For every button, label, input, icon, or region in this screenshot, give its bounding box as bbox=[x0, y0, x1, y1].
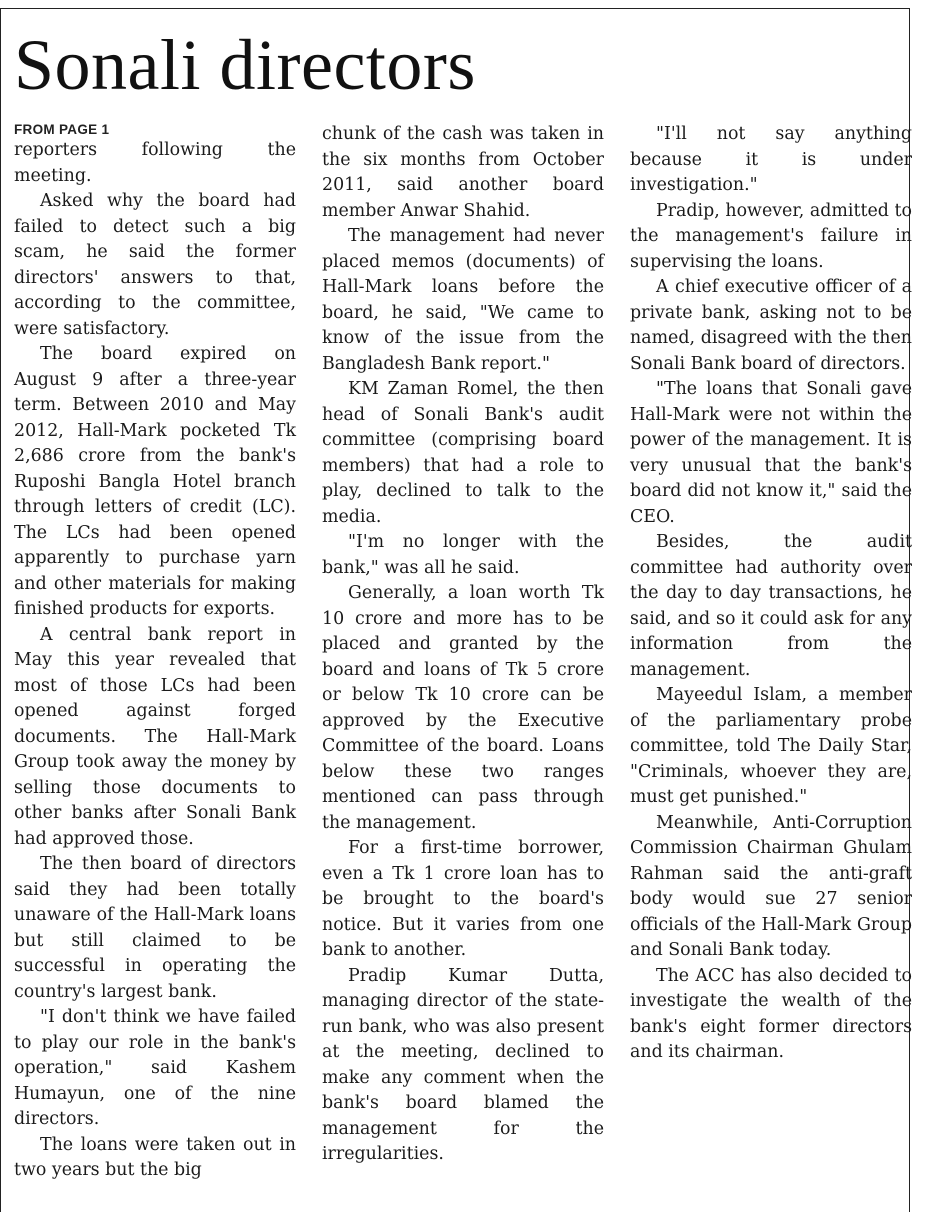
paragraph: chunk of the cash was taken in the six months from October 2011, said another board member Anwar Shahid. bbox=[322, 124, 604, 221]
paragraph: "I don't think we have failed to play our role in the bank's operation," said Kashem Humayun, one of the nine directors. bbox=[14, 1007, 296, 1129]
column-1 bbox=[14, 122, 296, 1184]
paragraph: "I'll not say anything because it is under investigation." bbox=[630, 124, 912, 195]
paragraph: reporters following the meeting. bbox=[14, 140, 296, 186]
paragraph: The then board of directors said they had been totally unaware of the Hall-Mark loans but still claimed to be successful in operating the country's largest bank. bbox=[14, 854, 296, 1002]
paragraph: "The loans that Sonali gave Hall-Mark were not within the power of the management. It is very unusual that the bank's board did not know it," said the CEO. bbox=[630, 379, 912, 527]
column-3 bbox=[630, 122, 912, 1066]
paragraph: The ACC has also decided to investigate the wealth of the bank's eight former directors and its chairman. bbox=[630, 965, 912, 1062]
paragraph: The loans were taken out in two years but the big bbox=[14, 1134, 296, 1180]
paragraph: Generally, a loan worth Tk 10 crore and more has to be placed and granted by the board and loans of Tk 5 crore or below Tk 10 crore can be approved by the Executive Committee of the board. Loans below these two ranges mentioned can pass through the management. bbox=[322, 583, 604, 833]
paragraph: A central bank report in May this year revealed that most of those LCs had been opened against forged documents. The Hall-Mark Group took away the money by selling those documents to other banks after Sonali Bank had approved those. bbox=[14, 624, 296, 849]
paragraph: The board expired on August 9 after a three-year term. Between 2010 and May 2012, Hall-Mark pocketed Tk 2,686 crore from the bank's Ruposhi Bangla Hotel branch through letters of credit (LC). The LCs had been opened apparently to purchase yarn and other materials for making finished products for exports. bbox=[14, 344, 296, 619]
paragraph: Meanwhile, Anti-Corruption Commission Chairman Ghulam Rahman said the anti-graft body would sue 27 senior officials of the Hall-Mark Group and Sonali Bank today. bbox=[630, 812, 912, 960]
paragraph: KM Zaman Romel, the then head of Sonali Bank's audit committee (comprising board members) that had a role to play, declined to talk to the media. bbox=[322, 379, 604, 527]
paragraph: Asked why the board had failed to detect such a big scam, he said the former directors' answers to that, according to the committee, were satisfactory. bbox=[14, 191, 296, 339]
paragraph: "I'm no longer with the bank," was all he said. bbox=[322, 532, 604, 578]
paragraph: The management had never placed memos (documents) of Hall-Mark loans before the board, he said, "We came to know of the issue from the Bangladesh Bank report." bbox=[322, 226, 604, 374]
paragraph: Mayeedul Islam, a member of the parliamentary probe committee, told The Daily Star, "Criminals, whoever they are, must get punished." bbox=[630, 685, 912, 807]
paragraph: Pradip, however, admitted to the management's failure in supervising the loans. bbox=[630, 200, 912, 272]
paragraph: For a first-time borrower, even a Tk 1 crore loan has to be brought to the board's notice. But it varies from one bank to another. bbox=[322, 838, 604, 960]
headline: Sonali directors bbox=[14, 25, 476, 105]
paragraph: A chief executive officer of a private bank, asking not to be named, disagreed with the then Sonali Bank board of directors. bbox=[630, 277, 912, 374]
paragraph: Pradip Kumar Dutta, managing director of the state-run bank, who was also present at the meeting, declined to make any comment when the bank's board blamed the management for the irregularities. bbox=[322, 965, 604, 1164]
kicker: FROM PAGE 1 bbox=[14, 122, 110, 137]
column-2 bbox=[322, 122, 604, 1168]
paragraph: Besides, the audit committee had authority over the day to day transactions, he said, and so it could ask for any information from the management. bbox=[630, 532, 912, 680]
